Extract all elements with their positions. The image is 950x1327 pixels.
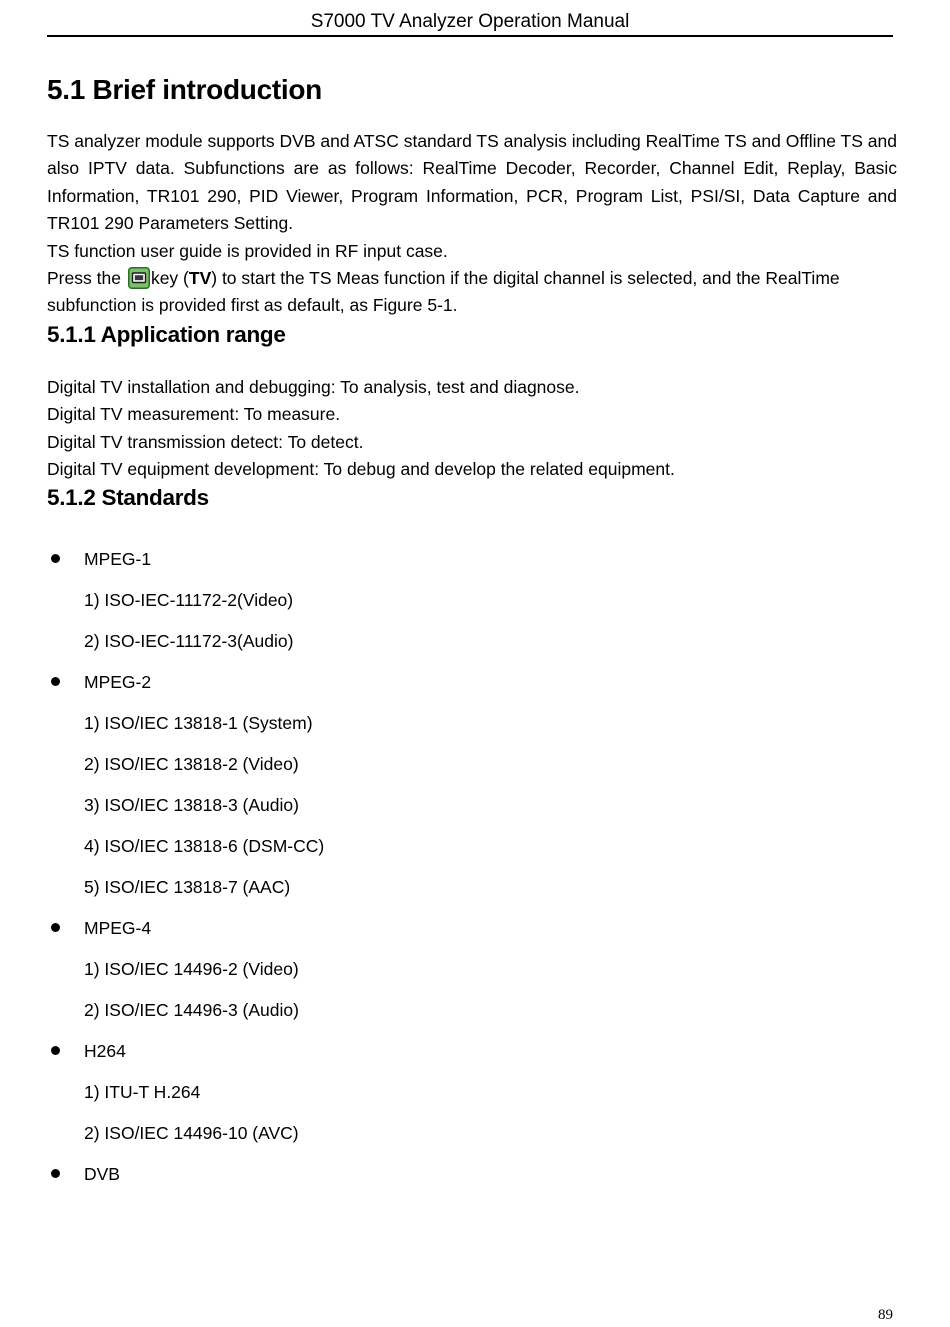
intro-paragraph-subfunctions: TS analyzer module supports DVB and ATSC standard TS analysis including RealTime TS and Offline TS and also IPTV data. Subfunctions are as follows: RealTime Decoder, Recorder, Channel Edit, Replay, Basic Information, TR101 290, PID Viewer, Program Information, PCR, Program List, PSI/SI, Data Capture and TR101 290 Parameters Setting. [47,131,897,234]
application-range-list [47,374,897,484]
standard-item-row [47,1113,897,1154]
standard-item-row [47,867,897,908]
running-header: S7000 TV Analyzer Operation Manual [310,11,630,32]
standard-item: 1) ISO/IEC 14496-2 (Video) [84,959,299,980]
standard-item: 1) ITU-T H.264 [84,1082,201,1103]
standard-item-row [47,990,897,1031]
standard-group-name: MPEG-1 [84,549,152,570]
standard-group-row [47,1154,897,1195]
standard-item: 2) ISO-IEC-11172-3(Audio) [84,631,294,652]
standard-item: 2) ISO/IEC 14496-3 (Audio) [84,1000,299,1021]
bullet-icon [51,554,60,563]
standard-item: 3) ISO/IEC 13818-3 (Audio) [84,795,299,816]
standard-item-row [47,744,897,785]
standard-item-row [47,703,897,744]
application-range-title: 5.1.1 Application range [47,321,286,347]
standards-title: 5.1.2 Standards [47,485,209,511]
standard-item-row [47,580,897,621]
standard-item-row [47,826,897,867]
press-key-rest: ) to start the TS Meas function if the digital channel is selected, and the RealTime subfunction is provided first as default, as Figure 5-1. [47,268,840,316]
application-range-item: Digital TV equipment development: To debug and develop the related equipment. [47,459,675,480]
header-rule [47,35,893,37]
standard-item-row [47,1072,897,1113]
bullet-icon [51,1169,60,1178]
bullet-icon [51,923,60,932]
bullet-icon [51,1046,60,1055]
intro-block [47,128,897,320]
press-the-text: Press the [47,268,121,289]
standards-list [47,539,897,1195]
standard-group-row [47,662,897,703]
standard-group-name: H264 [84,1041,126,1062]
application-range-item: Digital TV installation and debugging: To analysis, test and diagnose. [47,376,580,397]
standard-item: 1) ISO/IEC 13818-1 (System) [84,713,313,734]
standard-item-row [47,785,897,826]
standard-item: 2) ISO/IEC 14496-10 (AVC) [84,1123,299,1144]
standard-group-name: MPEG-4 [84,918,152,939]
standard-item: 2) ISO/IEC 13818-2 (Video) [84,754,299,775]
standard-item-row [47,621,897,662]
standard-group-row [47,1031,897,1072]
standard-group-row [47,908,897,949]
standard-item: 1) ISO-IEC-11172-2(Video) [84,590,294,611]
application-range-item: Digital TV measurement: To measure. [47,404,341,425]
tv-key-icon [128,267,150,289]
standard-group-row [47,539,897,580]
standard-item: 4) ISO/IEC 13818-6 (DSM-CC) [84,836,325,857]
standard-group-name: MPEG-2 [84,672,152,693]
intro-paragraph-press-key [47,265,897,320]
intro-paragraph-rf-input: TS function user guide is provided in RF input case. [47,240,448,261]
bullet-icon [51,677,60,686]
tv-key-name: TV [188,268,212,289]
page-number: 89 [878,1307,893,1323]
section-title: 5.1 Brief introduction [47,74,322,105]
standard-group-name: DVB [84,1164,120,1185]
application-range-item: Digital TV transmission detect: To detect. [47,431,364,452]
key-text: key ( [150,268,189,289]
page-content [47,70,897,1195]
standard-item: 5) ISO/IEC 13818-7 (AAC) [84,877,291,898]
standard-item-row [47,949,897,990]
